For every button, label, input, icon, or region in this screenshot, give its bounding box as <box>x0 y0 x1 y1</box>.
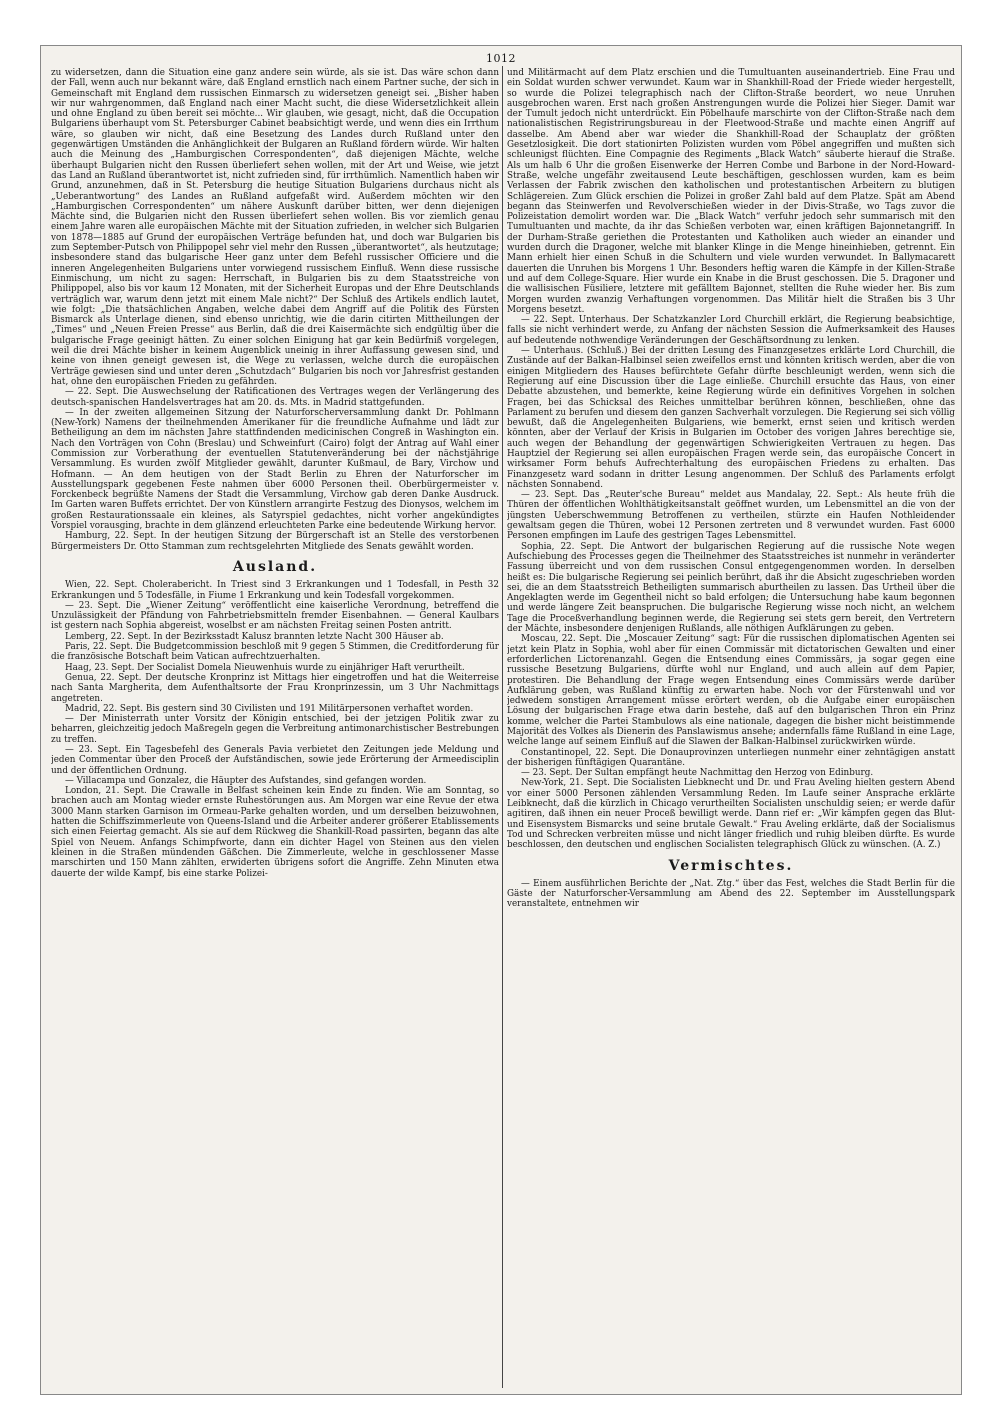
article-paragraph: Paris, 22. Sept. Die Budgetcommission beschloß mit 9 gegen 5 Stimmen, die Creditforderung für die französische Botschaft beim Vatican aufrechtzuerhalten. <box>51 642 499 663</box>
article-paragraph: Lemberg, 22. Sept. In der Bezirksstadt Kalusz brannten letzte Nacht 300 Häuser ab. <box>65 631 444 642</box>
section-heading-vermischtes: Vermischtes. <box>668 857 794 874</box>
article-paragraph: Genua, 22. Sept. Der deutsche Kronprinz ist Mittags hier eingetroffen und hat die Weiterreise nach Santa Margherita, dem Aufenthaltsorte der Frau Kronprinzessin, um 3 Uhr Nachmittags angetreten. <box>51 672 499 704</box>
article-paragraph: — Unterhaus. (Schluß.) Bei der dritten Lesung des Finanzgesetzes erklärte Lord Churchill, die Zustände auf der Balkan-Halbinsel seien zweifellos ernst und könnten kritisch werden, aber die von einigen Mitgliedern des Hauses befürchtete Gefahr dürfte beschleunigt werden, wenn sich die Regierung auf eine Discussion über die Lage einließe. Churchill ersuchte das Haus, von einer Debatte abzustehen, und bemerkte, keine Regierung würde ein definitives Vorgehen in solchen Fragen, bei das Schicksal des Reiches unmittelbar berühren können, beschließen, ohne das Parlament zu berufen und diesem den ganzen Sachverhalt vorzulegen. Die Regierung sei sich völlig bewußt, daß die Angelegenheiten Bulgariens, wie bemerkt, ernst seien und kritisch werden könnten, aber der Verlauf der Krisis in Bulgarien im October des vorigen Jahres berechtige sie, auch wegen der Behandlung der gegenwärtigen Schwierigkeiten Vertrauen zu hegen. Das Hauptziel der Regierung sei allen europäischen Fragen werde sein, das europäische Concert in wirksamer Form behufs Aufrechterhaltung des europäischen Friedens zu erhalten. Das Finanzgesetz ward sodann in dritter Lesung angenommen. Der Schluß des Parlaments erfolgt nächsten Sonnabend. <box>507 346 955 490</box>
article-paragraph: — 23. Sept. Das „Reuter'sche Bureau“ meldet aus Mandalay, 22. Sept.: Als heute früh die Thüren der öffentlichen Wohlthätigkeitsanstalt geöffnet wurden, um Lebensmittel an die von der jüngsten Ueberschwemmung Betroffenen zu vertheilen, stürzte ein Haufen Nothleidender gewaltsam gegen die Thüren, wobei 12 Personen zertreten und 8 verwundet wurden. Fast 6000 Personen empfingen im Laufe des gestrigen Tages Lebensmittel. <box>507 490 955 542</box>
column-divider <box>502 66 503 1388</box>
article-paragraph: und Militärmacht auf dem Platz erschien und die Tumultuanten auseinandertrieb. Eine Frau und ein Soldat wurden schwer verwundet. Kaum war in Shankhill-Road der Friede wieder hergestellt, so wurde die Polizei telegraphisch nach der Clifton-Straße beordert, wo neue Unruhen ausgebrochen waren. Erst nach großen Anstrengungen wurde die Polizei hier Sieger. Damit war der Tumult jedoch nicht unterdrückt. Ein Pöbelhaufe marschirte von der Clifton-Straße nach dem nationalistischen Registrirungsbureau in der Fleetwood-Straße und machte einen Angriff auf dasselbe. Am Abend aber war wieder die Shankhill-Road der Schauplatz der größten Gesetzlosigkeit. Die dort stationirten Polizisten wurden vom Pöbel angegriffen und mußten sich schleunigst flüchten. Eine Compagnie des Regiments „Black Watch“ säuberte hierauf die Straße. Als um halb 6 Uhr die großen Eisenwerke der Herren Combe und Barbone in der Nord-Howard-Straße, welche ungefähr zweitausend Leute beschäftigen, geschlossen wurden, kam es beim Verlassen der Fabrik zwischen den katholischen und protestantischen Arbeitern zu blutigen Schlägereien. Zum Glück erschien die Polizei in großer Zahl bald auf dem Platze. Spät am Abend begann das Steinwerfen und Revolverschießen wieder in der Divis-Straße, wo Tags zuvor die Polizeistation demolirt worden war. Die „Black Watch“ verfuhr jedoch sehr summarisch mit den Tumultuanten und machte, da ihr das Schießen verboten war, einen kräftigen Bajonnetangriff. In der Durham-Straße geriethen die Protestanten und Katholiken auch wieder an einander und wurden durch die Dragoner, welche mit blanker Klinge in die Menge hineinhieben, getrennt. Ein Mann erhielt hier einen Schuß in die Schultern und viele wurden verwundet. In Ballymacarett dauerten die Unruhen bis Morgens 1 Uhr. Besonders heftig waren die Kämpfe in der Killen-Straße und auf dem College-Square. Hier wurde ein Knabe in die Brust geschossen. Die 5. Dragoner und die wallisischen Füsiliere, letztere mit gefälltem Bajonnet, stellten die Ruhe wieder her. Bis zum Morgen wurden zwanzig Verhaftungen vorgenommen. Das Militär hielt die Straßen bis 3 Uhr Morgens besetzt. <box>507 68 955 315</box>
article-paragraph: — 23. Sept. Die „Wiener Zeitung“ veröffentlicht eine kaiserliche Verordnung, betreffend die Unzulässigkeit der Pfändung von Fahrbetriebsmitteln fremder Eisenbahnen. — General Kaulbars ist gestern nach Sophia abgereist, woselbst er am nächsten Freitag seinen Posten antritt. <box>51 600 499 632</box>
article-paragraph: — 22. Sept. Die Auswechselung der Ratificationen des Vertrages wegen der Verlängerung des deutsch-spanischen Handelsvertrages hat am 20. ds. Mts. in Madrid stattgefunden. <box>51 387 499 408</box>
article-paragraph: Madrid, 22. Sept. Bis gestern sind 30 Civilisten und 191 Militärpersonen verhaftet worden. <box>65 703 474 714</box>
article-paragraph: — 23. Sept. Der Sultan empfängt heute Nachmittag den Herzog von Edinburg. <box>521 768 874 779</box>
article-paragraph: — Der Ministerrath unter Vorsitz der Königin entschied, bei der jetzigen Politik zwar zu beharren, gleichzeitig jedoch Maßregeln gegen die Verbreitung antimonarchistischer Bestrebungen zu treffen. <box>51 714 499 745</box>
article-paragraph: Wien, 22. Sept. Cholerabericht. In Triest sind 3 Erkrankungen und 1 Todesfall, in Pesth 32 Erkrankungen und 5 Todesfälle, in Fiume 1 Erkrankung und kein Todesfall vorgekommen. <box>51 580 499 601</box>
article-paragraph: Hamburg, 22. Sept. In der heutigen Sitzung der Bürgerschaft ist an Stelle des verstorbenen Bürgermeisters Dr. Otto Stamman zum rechtsgelehrten Mitgliede des Senats gewählt worden. <box>51 531 499 552</box>
newspaper-page <box>40 45 962 1395</box>
article-paragraph: — Einem ausführlichen Berichte der „Nat. Ztg.“ über das Fest, welches die Stadt Berlin für die Gäste der Naturforscher-Versammlung am Abend des 22. September im Ausstellungspark veranstaltete, entnehmen wir <box>507 878 955 910</box>
article-paragraph: — 22. Sept. Unterhaus. Der Schatzkanzler Lord Churchill erklärt, die Regierung beabsichtige, falls sie nicht verhindert werde, zu Anfang der nächsten Session die Aufmerksamkeit des Hauses auf bedeutende nothwendige Veränderungen der Geschäftsordnung zu lenken. <box>507 315 955 346</box>
article-paragraph: — Villacampa und Gonzalez, die Häupter des Aufstandes, sind gefangen worden. <box>65 775 427 786</box>
article-paragraph: Constantinopel, 22. Sept. Die Donauprovinzen unterliegen nunmehr einer zehntägigen anstatt der bisherigen fünftägigen Quarantäne. <box>507 747 955 768</box>
article-paragraph: Sophia, 22. Sept. Die Antwort der bulgarischen Regierung auf die russische Note wegen Aufschiebung des Processes gegen die Theilnehmer des Staatsstreiches ist nunmehr in veränderter Fassung überreicht und von dem russischen Consul entgegengenommen worden. In derselben heißt es: Die bulgarische Regierung sei peinlich berührt, daß ihr die Absicht zugeschrieben worden sei, die an dem Staatsstreich Betheiligten summarisch aburtheilen zu lassen. Das Urtheil über die Angeklagten werde im Gegentheil nicht so bald erfolgen; die Untersuchung habe kaum begonnen und werde längere Zeit beanspruchen. Die bulgarische Regierung wisse noch nicht, an welchem Tage die Proceßverhandlung beginnen werde, die Regierung sei stets gern bereit, den Vertretern der Mächte, insbesondere denjenigen Rußlands, alle nöthigen Aufklärungen zu geben. <box>507 541 955 635</box>
page-number: 1012 <box>486 52 516 65</box>
article-paragraph: — In der zweiten allgemeinen Sitzung der Naturforscherversammlung dankt Dr. Pohlmann (New-York) Namens der theilnehmenden Amerikaner für die freundliche Aufnahme und lädt zur Betheiligung an dem im nächsten Jahre stattfindenden medicinischen Congreß in Washington ein. Nach den Vorträgen von Cohn (Breslau) und Schweinfurt (Cairo) folgt der Antrag auf Wahl einer Commission zur Vorberathung der eventuellen Statutenveränderung bei der nächstjährige Versammlung. Es wurden zwölf Mitglieder gewählt, darunter Kußmaul, de Bary, Virchow und Hofmann. — An dem heutigen von der Stadt Berlin zu Ehren der Naturforscher im Ausstellungspark gegebenen Feste nahmen über 6000 Personen theil. Oberbürgermeister v. Forckenbeck begrüßte Namens der Stadt die Versammlung, Virchow gab deren Danke Ausdruck. Im Garten waren Buffets errichtet. Der von Künstlern arrangirte Festzug des Dionysos, welchem im großen Restaurationssaale ein kleines, als Satyrspiel gedachtes, nicht vorher angekündigtes Vorspiel vorausging, brachte in dem glänzend erleuchteten Parke eine bedeutende Wirkung hervor. <box>51 407 499 532</box>
article-paragraph: Moscau, 22. Sept. Die „Moscauer Zeitung“ sagt: Für die russischen diplomatischen Agenten sei jetzt kein Platz in Sophia, wohl aber für einen Commissär mit dictatorischen Gewalten und einer erforderlichen Lictorenanzahl. Gegen die Entsendung eines Commissärs, ja sogar gegen eine russische Besetzung Bulgariens, dürfte wohl nur England, und auch allein auf dem Papier, protestiren. Die Behandlung der Frage wegen Entsendung eines Commissärs werde darüber Aufklärung geben, was Rußland künftig zu erwarten habe. Noch vor der Fürstenwahl und vor jedwedem sonstigen Arrangement müsse erörtert werden, ob die Aufgabe einer europäischen Lösung der bulgarischen Frage etwa darin bestehe, daß auf den bulgarischen Thron ein Prinz komme, welcher die Partei Stambulows als eine nationale, dagegen die bisher nicht beistimmende Majorität des Volkes als Dienerin des Panslawismus ansehe; andernfalls fäme Rußland in eine Lage, welche lange auf seinem Einfluß auf die Slawen der Balkan-Halbinsel zurückwirken würde. <box>507 634 955 748</box>
article-paragraph: New-York, 21. Sept. Die Socialisten Liebknecht und Dr. und Frau Aveling hielten gestern Abend vor einer 5000 Personen zählenden Versammlung Reden. Im Laufe seiner Ansprache erklärte Leibknecht, daß die kürzlich in Chicago verurtheilten Socialisten unschuldig seien; er werde dafür agitiren, daß ihnen ein neuer Proceß bewilligt werde. Dann rief er: „Wir kämpfen gegen das Blut- und Eisensystem Bismarcks und seine brutale Gewalt.“ Frau Aveling erklärte, daß der Socialismus Tod und Schrecken verbreiten müsse und nicht länger friedlich und ruhig bleiben dürfte. Es wurde beschlossen, den deutschen und englischen Socialisten telegraphisch Glück zu wünschen. (A. Z.) <box>507 778 955 851</box>
right-column <box>507 68 955 1386</box>
article-paragraph: Haag, 23. Sept. Der Socialist Domela Nieuwenhuis wurde zu einjähriger Haft verurtheilt. <box>65 662 465 673</box>
article-paragraph: London, 21. Sept. Die Crawalle in Belfast scheinen kein Ende zu finden. Wie am Sonntag, so brachen auch am Montag wieder ernste Ruhestörungen aus. Am Morgen war eine Revue der etwa 3000 Mann starken Garnison im Ormeau-Parke gehalten worden, und um derselben beizuwohnen, hatten die Schiffszimmerleute von Queens-Island und die Arbeiter anderer größerer Etablissements sich einen Feiertag gemacht. Als sie auf dem Rückweg die Shankill-Road passirten, begann das alte Spiel von Neuem. Anfangs Schimpfworte, dann ein dichter Hagel von Steinen aus den vielen kleinen in die Straßen mündenden Gäßchen. Die Zimmerleute, welche in geschlossener Masse marschirten und 150 Mann zählten, erwiderten übrigens sofort die Angriffe. Zehn Minuten etwa dauerte der wilde Kampf, bis eine starke Polizei- <box>51 786 499 879</box>
section-heading-ausland: Ausland. <box>232 558 318 575</box>
article-paragraph: zu widersetzen, dann die Situation eine ganz andere sein würde, als sie ist. Das wäre schon dann der Fall, wenn auch nur bekannt wäre, daß England ernstlich nach einem Partner suche, der sich in Gemeinschaft mit England dem russischen Einmarsch zu widersetzen geneigt sei. „Bisher haben wir nur wahrgenommen, daß England nach einer Macht sucht, die diese Widersetzlichkeit allein und ohne England zu üben bereit sei möchte... Wir glauben, wie gesagt, nicht, daß die Occupation Bulgariens überhaupt vom St. Petersburger Cabinet beabsichtigt werde, und wenn dies ein Irrthum wäre, so glauben wir nicht, daß eine Besetzung des Landes durch Rußland unter den gegenwärtigen Umständen die Anhänglichkeit der Bulgaren an Rußland fördern würde. Wir halten auch die Meinung des „Hamburgischen Correspondenten“, daß diejenigen Mächte, welche überhaupt Bulgarien nicht den Russen überliefert sehen wollen, mit der Art und Weise, wie jetzt das Land an Rußland überantwortet ist, nicht zufrieden sind, für irrthümlich. Namentlich haben wir Grund, anzunehmen, daß in St. Petersburg die heutige Situation Bulgariens durchaus nicht als „Ueberantwortung“ des Landes an Rußland aufgefaßt wird. Außerdem möchten wir den „Hamburgischen Correspondenten“ um nähere Auskunft darüber bitten, wer denn diejenigen Mächte sind, die Bulgarien nicht den Russen überliefert sehen wollen. Bis vor ziemlich genau einem Jahre waren alle europäischen Mächte mit der Situation zufrieden, in welcher sich Bulgarien von 1878—1885 auf Grund der europäischen Verträge befunden hat, und doch war Bulgarien bis zum September-Putsch von Philippopel sehr viel mehr den Russen „überantwortet“, als heutzutage; insbesondere stand das bulgarische Heer ganz unter dem Befehl russischer Officiere und die inneren Angelegenheiten Bulgariens unter vorwiegend russischem Einfluß. Wenn diese russische Einmischung, um nicht zu sagen: Herrschaft, in Bulgarien bis zu dem Staatsstreiche von Philippopel, also bis vor kaum 12 Monaten, mit der Sicherheit Europas und der Ehre Deutschlands verträglich war, warum denn jetzt mit einem Male nicht?“ Der Schluß des Artikels endlich lautet, wie folgt: „Die thatsächlichen Angaben, welche dabei dem Angriff auf die Politik des Fürsten Bismarck als Unterlage dienen, sind ebenso unrichtig, wie die darin citirten Mittheilungen der „Times“ und „Neuen Freien Presse“ aus Berlin, daß die drei Kaisermächte sich endgültig über die bulgarische Frage geeinigt hätten. Zu einer solchen Einigung hat gar kein Bedürfniß vorgelegen, weil die drei Mächte bisher in keinem Augenblick uneinig in ihrer Auffassung gewesen sind, und keine von ihnen geneigt gewesen ist, die Wege zu verlassen, welche durch die europäischen Verträge gewiesen sind und unter deren „Schutzdach“ Bulgarien bis noch vor Jahresfrist gestanden hat, ohne den europäischen Frieden zu gefährden. <box>51 68 499 387</box>
left-column <box>51 68 499 1386</box>
article-paragraph: — 23. Sept. Ein Tagesbefehl des Generals Pavia verbietet den Zeitungen jede Meldung und jeden Commentar über den Proceß der Aufständischen, sowie jede Erörterung der Armeedisciplin und der öffentlichen Ordnung. <box>51 745 499 776</box>
